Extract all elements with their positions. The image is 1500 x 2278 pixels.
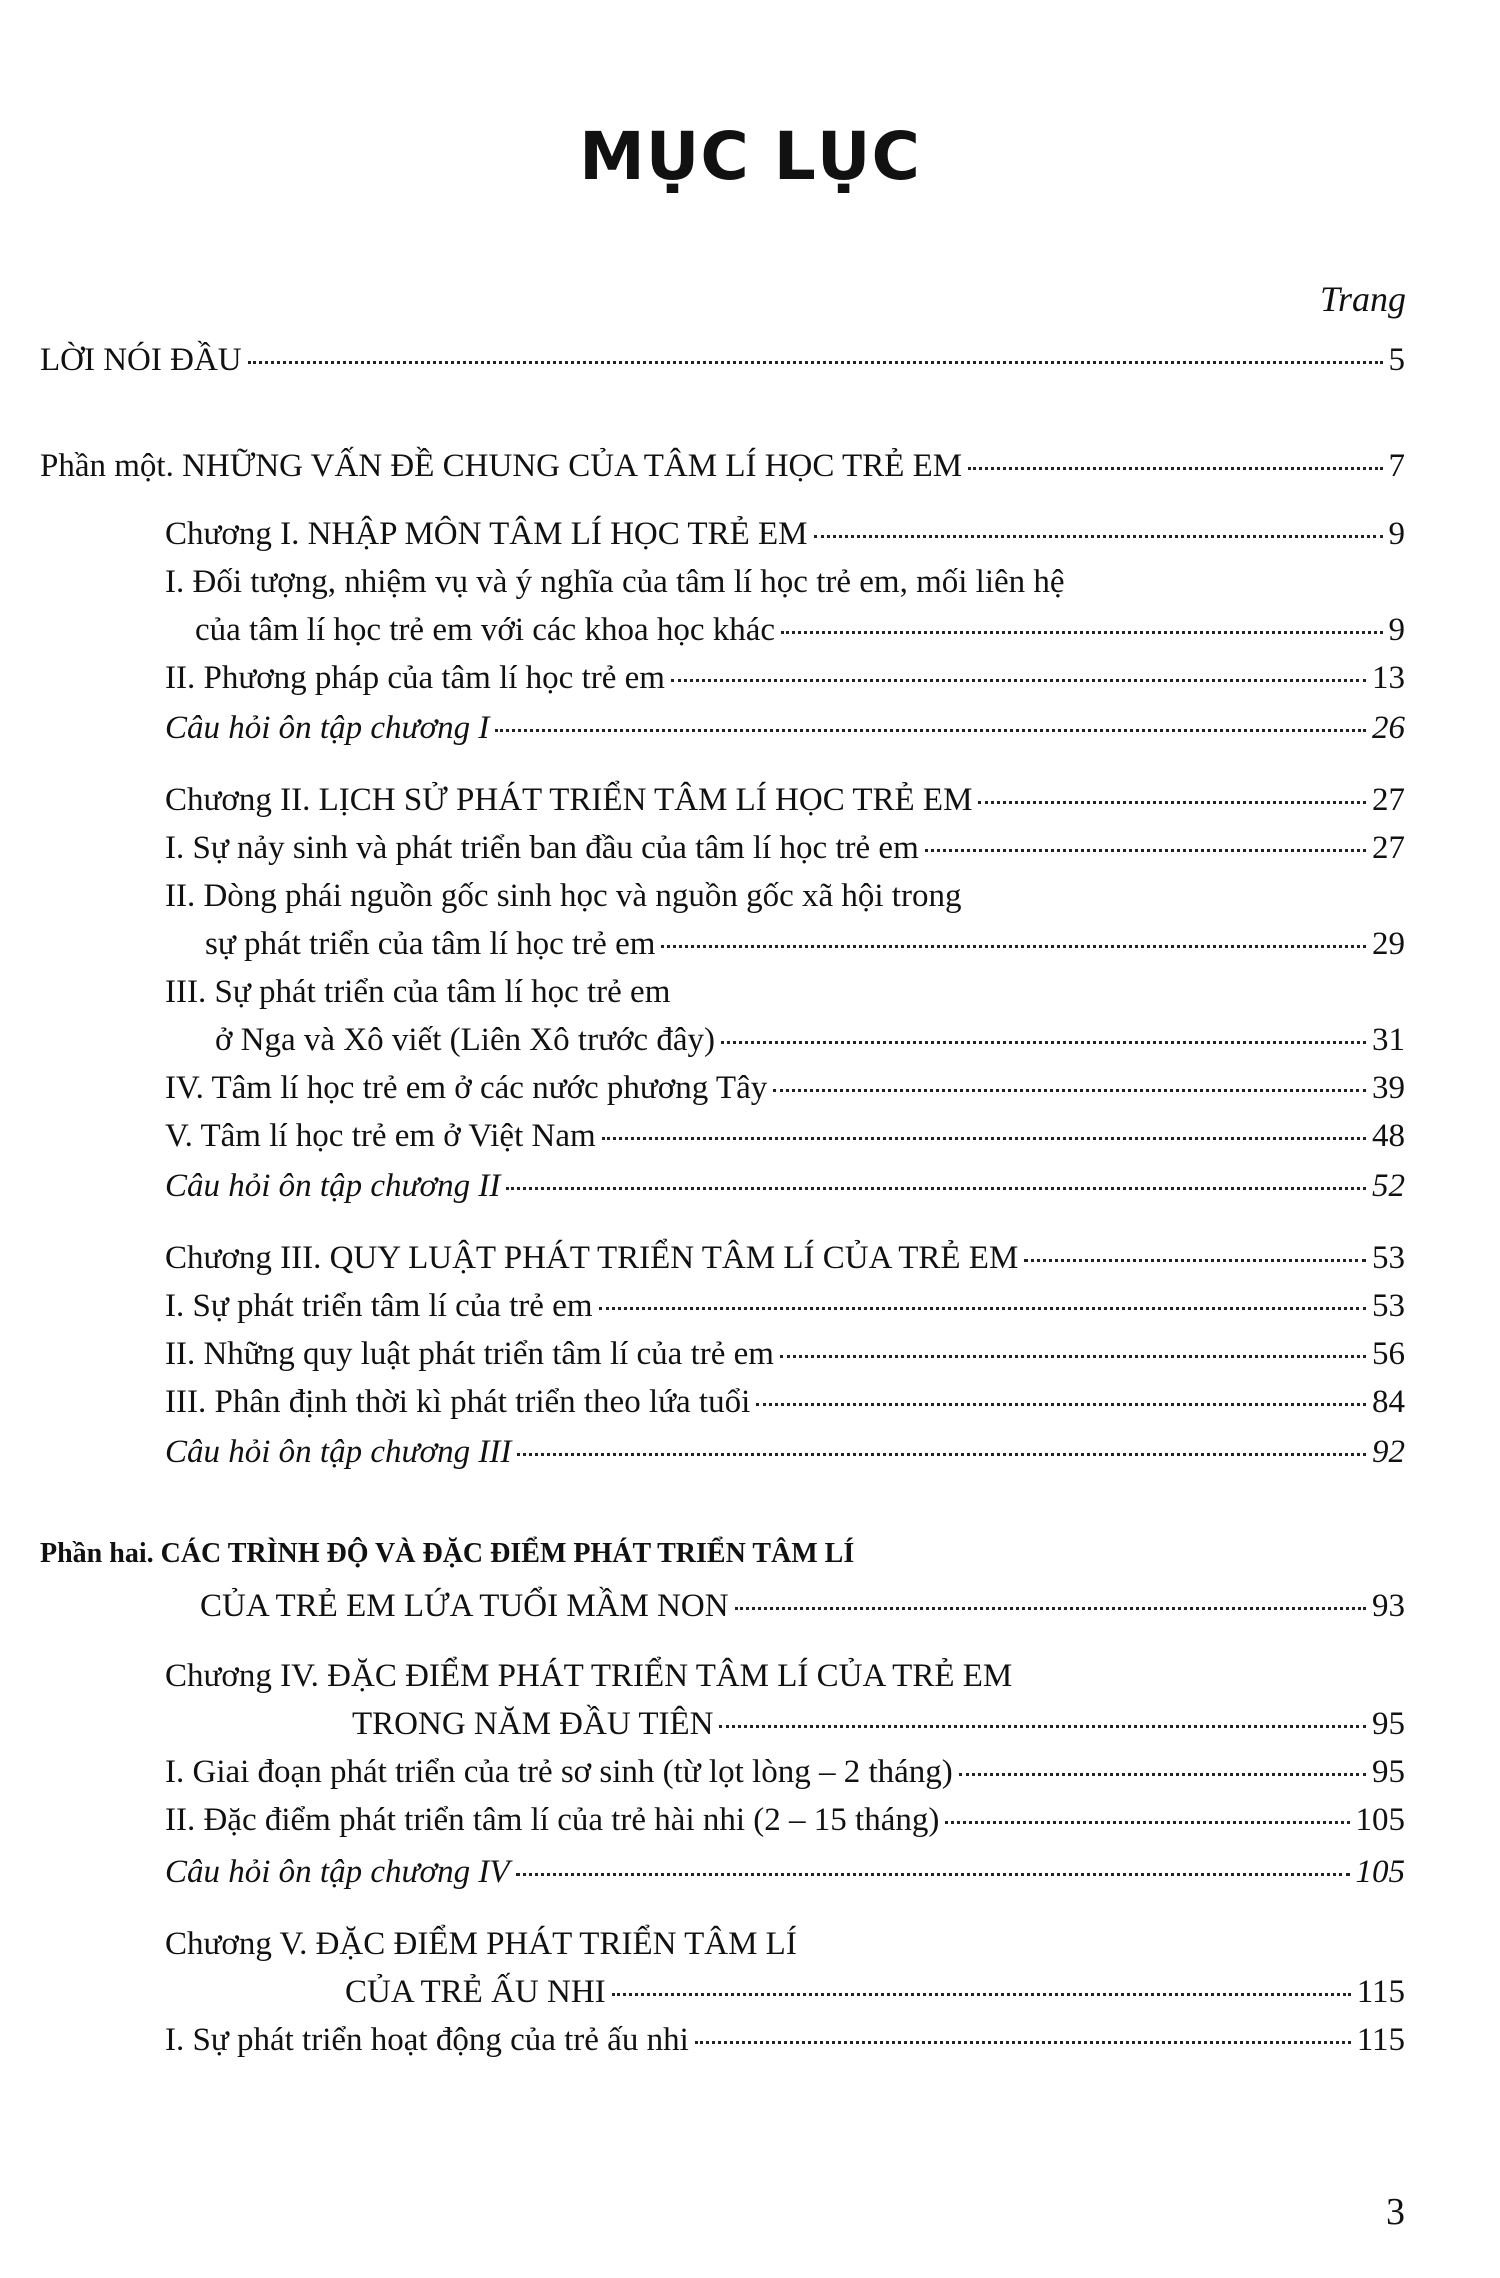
toc-entry-text: Câu hỏi ôn tập chương IV <box>165 1854 510 1890</box>
dot-leader <box>756 1403 1366 1406</box>
toc-entry-text: II. Phương pháp của tâm lí học trẻ em <box>165 660 665 696</box>
dot-leader <box>719 1725 1366 1728</box>
toc-entry-text: Chương I. NHẬP MÔN TÂM LÍ HỌC TRẺ EM <box>165 516 808 552</box>
toc-entry-page: 115 <box>1356 1974 1405 2010</box>
toc-entry-page: 105 <box>1355 1802 1405 1838</box>
dot-leader <box>1024 1259 1366 1262</box>
toc-entry-page: 53 <box>1372 1240 1405 1276</box>
dot-leader <box>661 945 1366 948</box>
toc-entry-page: 52 <box>1372 1168 1405 1204</box>
toc-entry-page: 92 <box>1372 1434 1405 1470</box>
toc-entry-page: 5 <box>1388 342 1405 378</box>
toc-entry-page: 39 <box>1372 1070 1405 1106</box>
toc-entry-page: 29 <box>1372 926 1405 962</box>
toc-entry[interactable] <box>40 338 1405 382</box>
toc-entry-text: Chương IV. ĐẶC ĐIỂM PHÁT TRIỂN TÂM LÍ CỦA TRẺ EM <box>165 1658 1013 1694</box>
toc-entry-text: LỜI NÓI ĐẦU <box>40 342 242 378</box>
toc-entry-text: Câu hỏi ôn tập chương I <box>165 710 490 746</box>
toc-entry-text: II. Đặc điểm phát triển tâm lí của trẻ hài nhi (2 – 15 tháng) <box>165 1802 940 1838</box>
toc-entry[interactable] <box>165 1380 1405 1424</box>
toc-entry-page: 9 <box>1388 516 1405 552</box>
dot-leader <box>602 1137 1366 1140</box>
dot-leader <box>695 2041 1351 2044</box>
toc-entry-page: 93 <box>1372 1588 1405 1624</box>
dot-leader <box>721 1041 1366 1044</box>
toc-entry-text: Câu hỏi ôn tập chương II <box>165 1168 501 1204</box>
dot-leader <box>945 1821 1349 1824</box>
toc-entry-text: của tâm lí học trẻ em với các khoa học khác <box>195 612 776 648</box>
toc-entry-text: Chương II. LỊCH SỬ PHÁT TRIỂN TÂM LÍ HỌC TRẺ EM <box>165 782 973 818</box>
toc-entry[interactable] <box>165 778 1405 822</box>
toc-entry-text: I. Sự phát triển hoạt động của trẻ ấu nhi <box>165 2022 689 2058</box>
toc-entry-page: 31 <box>1372 1022 1405 1058</box>
toc-entry-text: CỦA TRẺ EM LỨA TUỔI MẦM NON <box>200 1588 729 1624</box>
dot-leader <box>517 1453 1366 1456</box>
toc-entry[interactable] <box>40 444 1405 488</box>
page-number: 3 <box>1386 2191 1405 2233</box>
toc-entry[interactable] <box>205 922 1405 966</box>
toc-entry[interactable] <box>165 1114 1405 1158</box>
toc-entry-page: 27 <box>1372 830 1405 866</box>
toc-entry[interactable] <box>165 1236 1405 1280</box>
toc-entry-text: I. Giai đoạn phát triển của trẻ sơ sinh (từ lọt lòng – 2 tháng) <box>165 1754 953 1790</box>
toc-entry-page: 48 <box>1372 1118 1405 1154</box>
toc-entry-text: CỦA TRẺ ẤU NHI <box>345 1974 606 2010</box>
toc-entry[interactable] <box>165 656 1405 700</box>
toc-entry-text: IV. Tâm lí học trẻ em ở các nước phương Tây <box>165 1070 768 1106</box>
toc-entry-page: 56 <box>1372 1336 1405 1372</box>
dot-leader <box>814 535 1383 538</box>
toc-entry-page: 95 <box>1372 1706 1405 1742</box>
toc-entry-page: 105 <box>1355 1854 1405 1890</box>
toc-entry[interactable] <box>165 1164 1405 1208</box>
toc-entry[interactable] <box>165 1850 1405 1894</box>
toc-entry-text: II. Những quy luật phát triển tâm lí của trẻ em <box>165 1336 774 1372</box>
toc-entry-page: 9 <box>1388 612 1405 648</box>
toc-entry[interactable] <box>165 1332 1405 1376</box>
dot-leader <box>671 679 1366 682</box>
toc-entry-text: I. Sự phát triển tâm lí của trẻ em <box>165 1288 593 1324</box>
toc-entry[interactable] <box>165 1750 1405 1794</box>
toc-entry[interactable] <box>345 1970 1405 2014</box>
dot-leader <box>978 801 1366 804</box>
toc-entry-text: Câu hỏi ôn tập chương III <box>165 1434 512 1470</box>
toc-entry-page: 95 <box>1372 1754 1405 1790</box>
toc-entry-text: Phần một. NHỮNG VẤN ĐỀ CHUNG CỦA TÂM LÍ HỌC TRẺ EM <box>40 448 963 484</box>
toc-entry[interactable] <box>215 1018 1405 1062</box>
toc-entry-text: III. Phân định thời kì phát triển theo lứa tuổi <box>165 1384 751 1420</box>
dot-leader <box>968 467 1382 470</box>
toc-entry[interactable] <box>165 1066 1405 1110</box>
dot-leader <box>495 729 1366 732</box>
dot-leader <box>781 631 1382 634</box>
dot-leader <box>780 1355 1366 1358</box>
toc-entry[interactable] <box>165 706 1405 750</box>
toc-entry-page: 7 <box>1388 448 1405 484</box>
toc-entry-text: ở Nga và Xô viết (Liên Xô trước đây) <box>215 1022 715 1058</box>
dot-leader <box>735 1607 1366 1610</box>
dot-leader <box>773 1089 1366 1092</box>
toc-entry[interactable] <box>200 1584 1405 1628</box>
toc-entry[interactable] <box>165 826 1405 870</box>
page-title: MỤC LỤC <box>579 118 921 195</box>
toc-entry-page: 115 <box>1356 2022 1405 2058</box>
dot-leader <box>959 1773 1366 1776</box>
dot-leader <box>506 1187 1366 1190</box>
toc-entry-page: 53 <box>1372 1288 1405 1324</box>
toc-entry[interactable] <box>165 1798 1405 1842</box>
toc-entry-text: II. Dòng phái nguồn gốc sinh học và nguồn gốc xã hội trong <box>165 878 962 914</box>
toc-entry-text: Chương III. QUY LUẬT PHÁT TRIỂN TÂM LÍ CỦA TRẺ EM <box>165 1240 1019 1276</box>
toc-entry[interactable] <box>195 608 1405 652</box>
toc-entry-text: V. Tâm lí học trẻ em ở Việt Nam <box>165 1118 596 1154</box>
dot-leader <box>516 1873 1350 1876</box>
toc-entry-text: III. Sự phát triển của tâm lí học trẻ em <box>165 974 671 1010</box>
toc-entry-page: 26 <box>1372 710 1405 746</box>
toc-entry-page: 84 <box>1372 1384 1405 1420</box>
dot-leader <box>248 361 1383 364</box>
toc-entry-page: 13 <box>1372 660 1405 696</box>
toc-entry[interactable] <box>165 512 1405 556</box>
toc-entry-text: Phần hai. CÁC TRÌNH ĐỘ VÀ ĐẶC ĐIỂM PHÁT TRIỂN TÂM LÍ <box>40 1538 855 1569</box>
dot-leader <box>599 1307 1366 1310</box>
toc-entry-text: TRONG NĂM ĐẦU TIÊN <box>352 1706 714 1742</box>
toc-entry[interactable] <box>165 2018 1405 2062</box>
toc-entry[interactable] <box>165 1430 1405 1474</box>
toc-entry-text: I. Sự nảy sinh và phát triển ban đầu của tâm lí học trẻ em <box>165 830 919 866</box>
toc-entry-text: Chương V. ĐẶC ĐIỂM PHÁT TRIỂN TÂM LÍ <box>165 1926 797 1962</box>
toc-entry-page: 27 <box>1372 782 1405 818</box>
toc-entry[interactable] <box>165 1284 1405 1328</box>
toc-entry-text: I. Đối tượng, nhiệm vụ và ý nghĩa của tâm lí học trẻ em, mối liên hệ <box>165 564 1065 600</box>
dot-leader <box>612 1993 1351 1996</box>
toc-entry[interactable] <box>352 1702 1405 1746</box>
toc-entry-text: sự phát triển của tâm lí học trẻ em <box>205 926 656 962</box>
page-column-header: Trang <box>1319 279 1406 319</box>
dot-leader <box>925 849 1366 852</box>
